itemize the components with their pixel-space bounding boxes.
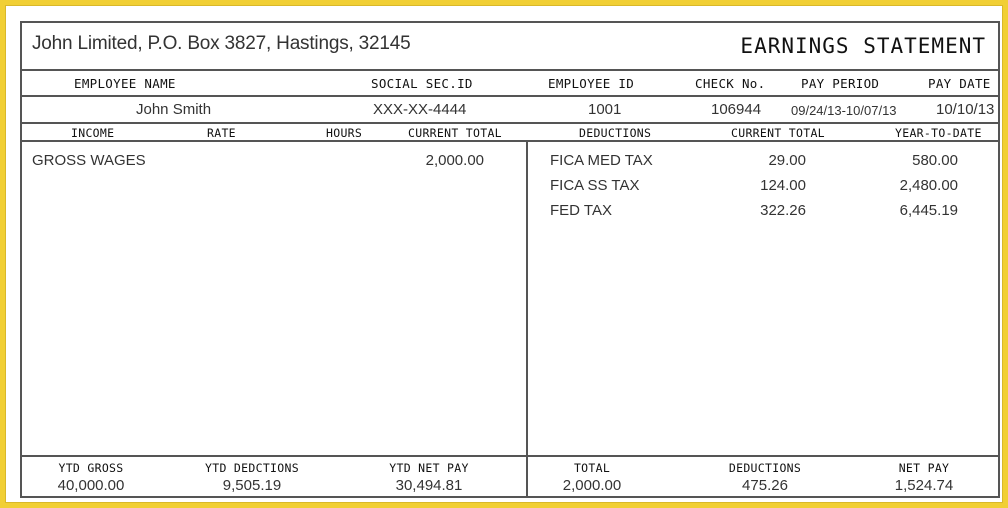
check-number-value: 106944 — [711, 101, 762, 118]
ytd-deductions-value: 9,505.19 — [222, 477, 282, 494]
rate-header: RATE — [207, 126, 236, 140]
pay-period-header: PAY PERIOD — [801, 76, 880, 91]
earnings-statement — [5, 5, 1003, 503]
pay-date-value: 10/10/13 — [936, 101, 995, 118]
total-header: TOTAL — [573, 461, 611, 475]
deduction-label: FED TAX — [550, 202, 612, 219]
deduction-current-total-header: CURRENT TOTAL — [731, 126, 825, 140]
divider — [22, 122, 998, 124]
employee-name: John Smith — [136, 101, 212, 118]
total-value: 2,000.00 — [562, 477, 622, 494]
income-label: GROSS WAGES — [32, 152, 146, 169]
income-header: INCOME — [71, 126, 115, 140]
total-deductions-value: 475.26 — [742, 477, 788, 494]
deduction-ytd: 6,445.19 — [899, 202, 958, 219]
deductions-header: DEDUCTIONS — [579, 126, 652, 140]
column-divider — [526, 140, 528, 498]
document-title: EARNINGS STATEMENT — [740, 34, 986, 58]
net-pay-header: NET PAY — [898, 461, 950, 475]
statement-frame — [20, 21, 1000, 498]
total-deductions-header: DEDUCTIONS — [728, 461, 802, 475]
check-number-header: CHECK No. — [695, 76, 766, 91]
ytd-net-pay-header: YTD NET PAY — [389, 461, 469, 475]
employee-name-header: EMPLOYEE NAME — [74, 76, 176, 91]
hours-header: HOURS — [326, 126, 363, 140]
deduction-ytd: 2,480.00 — [899, 177, 958, 194]
deduction-current: 124.00 — [760, 177, 806, 194]
employee-id-header: EMPLOYEE ID — [548, 76, 635, 91]
ytd-gross-value: 40,000.00 — [57, 477, 125, 494]
net-pay-value: 1,524.74 — [894, 477, 954, 494]
income-current-total-header: CURRENT TOTAL — [408, 126, 502, 140]
divider — [22, 455, 998, 457]
ytd-deductions-header: YTD DEDCTIONS — [205, 461, 299, 475]
ssn-header: SOCIAL SEC.ID — [371, 76, 473, 91]
employee-id-value: 1001 — [588, 101, 622, 118]
year-to-date-header: YEAR-TO-DATE — [895, 126, 982, 140]
divider — [22, 95, 998, 97]
divider — [22, 140, 998, 142]
pay-period-value: 09/24/13-10/07/13 — [791, 103, 897, 118]
ytd-net-pay-value: 30,494.81 — [395, 477, 463, 494]
deduction-current: 29.00 — [768, 152, 806, 169]
income-current: 2,000.00 — [425, 152, 484, 169]
deduction-label: FICA SS TAX — [550, 177, 640, 194]
divider — [22, 69, 998, 71]
pay-date-header: PAY DATE — [928, 76, 991, 91]
deduction-current: 322.26 — [760, 202, 806, 219]
ssn-value: XXX-XX-4444 — [373, 101, 467, 118]
deduction-label: FICA MED TAX — [550, 152, 653, 169]
company-address: John Limited, P.O. Box 3827, Hastings, 32145 — [32, 33, 411, 54]
deduction-ytd: 580.00 — [912, 152, 958, 169]
ytd-gross-header: YTD GROSS — [58, 461, 124, 475]
